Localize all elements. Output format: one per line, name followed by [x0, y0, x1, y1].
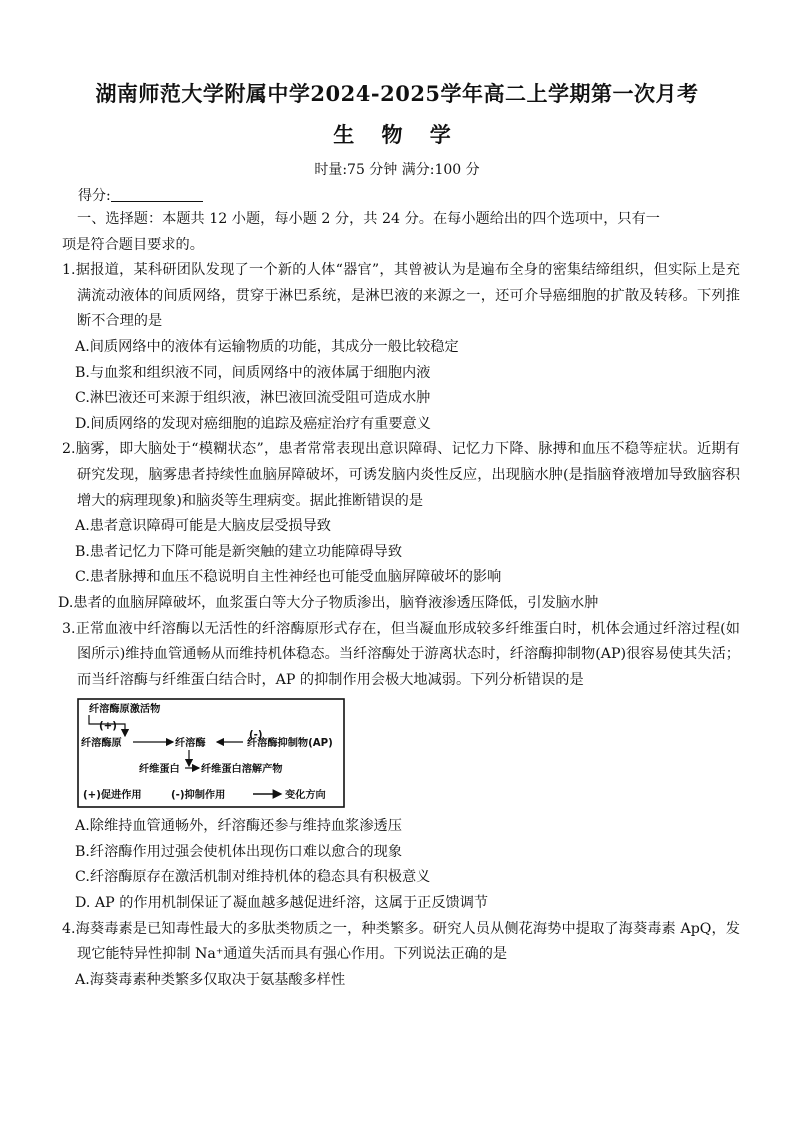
question-3-option-a: A.除维持血管通畅外，纤溶酶还参与维持血浆渗透压 — [75, 818, 402, 835]
question-2-option-c: C.患者脉搏和血压不稳说明自主性神经也可能受血脑屏障破坏的影响 — [75, 569, 502, 586]
question-2-option-b: B.患者记忆力下降可能是新突触的建立功能障碍导致 — [75, 543, 403, 560]
question-1-option-d: D.间质网络的发现对癌细胞的追踪及癌症治疗有重要意义 — [75, 415, 431, 432]
diagram-minus-label: (-) — [249, 730, 263, 742]
exam-title: 湖南师范大学附属中学2024-2025学年高二上学期第一次月考 — [95, 81, 699, 106]
score-label: 得分: — [78, 188, 111, 204]
exam-body — [58, 207, 740, 993]
section-intro: 一、选择题：本题共 12 小题，每小题 2 分，共 24 分。在每小题给出的四个选项中，只有一 — [77, 211, 660, 227]
diagram-activator-label: 纤溶酶原激活物 — [89, 704, 161, 716]
question-3-option-d: D. AP 的作用机制保证了凝血越多越促进纤溶，这属于正反馈调节 — [75, 895, 489, 912]
diagram-legend-inhibit: (-)抑制作用 — [171, 790, 226, 802]
section-intro-cont: 项是符合题目要求的。 — [62, 236, 204, 253]
question-3-stem: 3.正常血液中纤溶酶以无活性的纤溶酶原形式存在，但当凝血形成较多纤维蛋白时，机体会通过纤溶过程(如图所示)维持血管通畅从而维持机体稳态。当纤溶酶处于游离状态时，纤溶酶抑制物(AP)很容易使其失活；而当纤溶酶与纤维蛋白结合时，AP 的抑制作用会极大地减弱。下列分析错误的是 — [62, 620, 740, 688]
time-and-score-info: 时量:75 分钟 满分:100 分 — [314, 162, 480, 178]
diagram-plasminogen-label: 纤溶酶原 — [81, 738, 122, 750]
question-1-stem: 1.据报道，某科研团队发现了一个新的人体“器官”，其曾被认为是遍布全身的密集结缔组织，但实际上是充满流动液体的间质网络，贯穿于淋巴系统，是淋巴液的来源之一，还可介导癌细胞的扩散及转移。下列推断不合理的是 — [62, 262, 740, 330]
question-2-stem: 2.脑雾，即大脑处于“模糊状态”，患者常常表现出意识障碍、记忆力下降、脉搏和血压不稳等症状。近期有研究发现，脑雾患者持续性血脑屏障破坏，可诱发脑内炎性反应，出现脑水肿(是指脑脊液增加导致脑容积增大的病理现象)和脑炎等生理病变。据此推断错误的是 — [62, 441, 740, 509]
diagram-legend-promote: (+)促进作用 — [83, 790, 142, 802]
diagram-inhibitor-label: 纤溶酶抑制物(AP) — [247, 738, 333, 750]
question-1-option-c: C.淋巴液还可来源于组织液，淋巴液回流受阻可造成水肿 — [75, 390, 431, 407]
question-4-option-a: A.海葵毒素种类繁多仅取决于氨基酸多样性 — [75, 971, 346, 988]
subject-title: 生 物 学 — [333, 122, 461, 147]
fibrinolysis-diagram-svg — [77, 698, 345, 808]
question-4-stem: 4.海葵毒素是已知毒性最大的多肽类物质之一，种类繁多。研究人员从侧花海势中提取了海葵毒素 ApQ，发现它能特异性抑制 Na⁺通道失活而具有强心作用。下列说法正确的是 — [62, 920, 740, 963]
score-field — [78, 185, 203, 205]
question-3-option-b: B.纤溶酶作用过强会使机体出现伤口难以愈合的现象 — [75, 843, 403, 860]
diagram-product-label: 纤维蛋白溶解产物 — [201, 764, 283, 776]
question-2-option-d: D.患者的血脑屏障破坏，血浆蛋白等大分子物质渗出，脑脊液渗透压降低，引发脑水肿 — [58, 594, 599, 611]
diagram-plasmin-label: 纤溶酶 — [175, 738, 206, 750]
diagram-fibrin-label: 纤维蛋白 — [139, 764, 180, 776]
question-3-option-c: C.纤溶酶原存在激活机制对维持机体的稳态具有积极意义 — [75, 869, 431, 886]
fibrinolysis-diagram — [77, 698, 345, 808]
question-1-option-b: B.与血浆和组织液不同，间质网络中的液体属于细胞内液 — [75, 364, 431, 381]
diagram-legend-direction: 变化方向 — [285, 790, 326, 802]
question-1-option-a: A.间质网络中的液体有运输物质的功能，其成分一般比较稳定 — [75, 338, 459, 355]
question-2-option-a: A.患者意识障碍可能是大脑皮层受损导致 — [75, 518, 331, 535]
diagram-plus-label: (+) — [99, 721, 117, 733]
score-blank — [111, 187, 203, 202]
